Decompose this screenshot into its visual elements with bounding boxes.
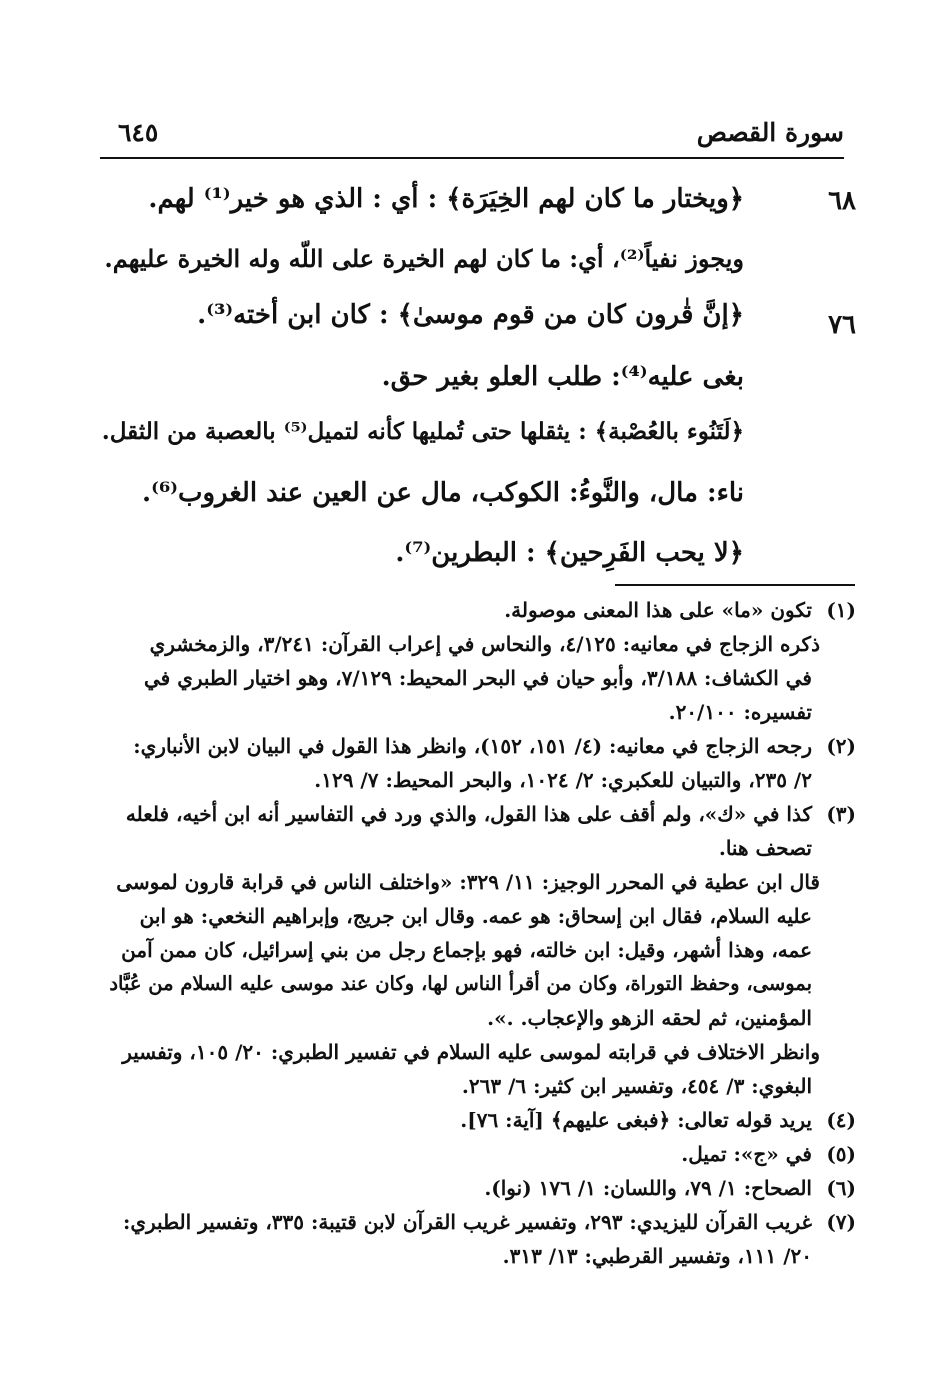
footnote-3-line-3: قال ابن عطية في المحرر الوجيز: ١١/ ٣٢٩: «واختلف الناس في قرابة قارون لموسى	[116, 870, 820, 894]
footnote-3-line-7: المؤمنين، ثم لحقه الزهو والإعجاب. .».	[487, 1006, 812, 1030]
footnote-3-line-6: بموسى، وحفظ التوراة، وكان من أقرأ الناس لها، وكان عند موسى عليه السلام من عُبَّاد	[109, 972, 812, 995]
footnote-number-5: (٥)	[826, 1142, 856, 1166]
footnote-7-line-2: ٢٠/ ١١١، وتفسير القرطبي: ١٣/ ٣١٣.	[502, 1244, 812, 1268]
footnote-number-7: (٧)	[826, 1210, 856, 1234]
footnote-2-line-1: رجحه الزجاج في معانيه: (٤/ ١٥١، ١٥٢)، وانظر هذا القول في البيان لابن الأنباري:	[133, 734, 812, 758]
page-header	[100, 118, 844, 158]
footnote-number-1: (١)	[826, 598, 856, 622]
footnote-3-line-8: وانظر الاختلاف في قرابته لموسى عليه السلام في تفسير الطبري: ٢٠/ ١٠٥، وتفسير	[122, 1040, 820, 1064]
footnote-rule	[615, 584, 855, 586]
footnote-3-line-9: البغوي: ٣/ ٤٥٤، وتفسير ابن كثير: ٦/ ٢٦٣.	[461, 1074, 812, 1098]
footnote-3-line-2: تصحف هنا.	[718, 836, 812, 860]
footnote-5-line-1: في «ج»: تميل.	[681, 1142, 812, 1166]
main-line-1: ﴿ويختار ما كان لهم الخِيَرَة﴾ : أي : الذي هو خير⁽¹⁾ لهم.	[148, 184, 744, 214]
footnote-number-2: (٢)	[826, 734, 856, 758]
page-number: ٦٤٥	[118, 118, 159, 147]
footnote-number-3: (٣)	[826, 802, 856, 826]
main-line-6: ناء: مال، والنَّوءُ: الكوكب، مال عن العين عند الغروب⁽⁶⁾.	[142, 478, 744, 508]
main-line-7: ﴿لا يحب الفَرِحين﴾ : البطرين⁽⁷⁾.	[395, 538, 744, 568]
footnote-number-4: (٤)	[826, 1108, 856, 1132]
footnote-number-6: (٦)	[826, 1176, 856, 1200]
footnote-1-line-3: في الكشاف: ٣/١٨٨، وأبو حيان في البحر المحيط: ٧/١٢٩، وهو اختيار الطبري في	[144, 666, 812, 690]
footnote-6-line-1: الصحاح: ١/ ٧٩، واللسان: ١/ ١٧٦ (نوا).	[484, 1176, 812, 1200]
main-line-4: بغى عليه⁽⁴⁾: طلب العلو بغير حق.	[381, 362, 744, 392]
header-rule	[100, 157, 844, 159]
verse-number-76: ٧٦	[828, 310, 856, 340]
main-line-2: ويجوز نفياً⁽²⁾، أي: ما كان لهم الخيرة على اللّه وله الخيرة عليهم.	[104, 244, 744, 273]
surah-title: سورة القصص	[696, 118, 844, 147]
footnote-1-line-4: تفسيره: ٢٠/١٠٠.	[668, 700, 812, 724]
footnote-1-line-1: تكون «ما» على هذا المعنى موصولة.	[504, 598, 812, 622]
verse-number-68: ٦٨	[828, 186, 856, 216]
footnote-3-line-5: عمه، وهذا أشهر، وقيل: ابن خالته، فهو بإجماع رجل من بني إسرائيل، كان ممن آمن	[121, 938, 812, 962]
footnote-7-line-1: غريب القرآن لليزيدي: ٢٩٣، وتفسير غريب القرآن لابن قتيبة: ٣٣٥، وتفسير الطبري:	[122, 1210, 812, 1234]
main-line-3: ﴿إنَّ قٰرون كان من قوم موسىٰ﴾ : كان ابن أخته⁽³⁾.	[197, 300, 744, 330]
footnote-3-line-1: كذا في «ك»، ولم أقف على هذا القول، والذي ورد في التفاسير أنه ابن أخيه، فلعله	[125, 802, 812, 826]
footnote-1-line-2: ذكره الزجاج في معانيه: ٤/١٢٥، والنحاس في إعراب القرآن: ٣/٢٤١، والزمخشري	[149, 632, 820, 656]
footnote-4-line-1: يريد قوله تعالى: ﴿فبغى عليهم﴾ [آية: ٧٦].	[460, 1108, 812, 1132]
footnote-2-line-2: ٢/ ٢٣٥، والتبيان للعكبري: ٢/ ١٠٢٤، والبحر المحيط: ٧/ ١٢٩.	[314, 768, 812, 792]
main-line-5: ﴿لَتَنُوء بالعُصْبة﴾ : يثقلها حتى تُمليها كأنه لتميل⁽⁵⁾ بالعصبة من الثقل.	[101, 418, 744, 445]
footnote-3-line-4: عليه السلام، فقال ابن إسحاق: هو عمه. وقال ابن جريج، وإبراهيم النخعي: هو ابن	[139, 904, 812, 928]
